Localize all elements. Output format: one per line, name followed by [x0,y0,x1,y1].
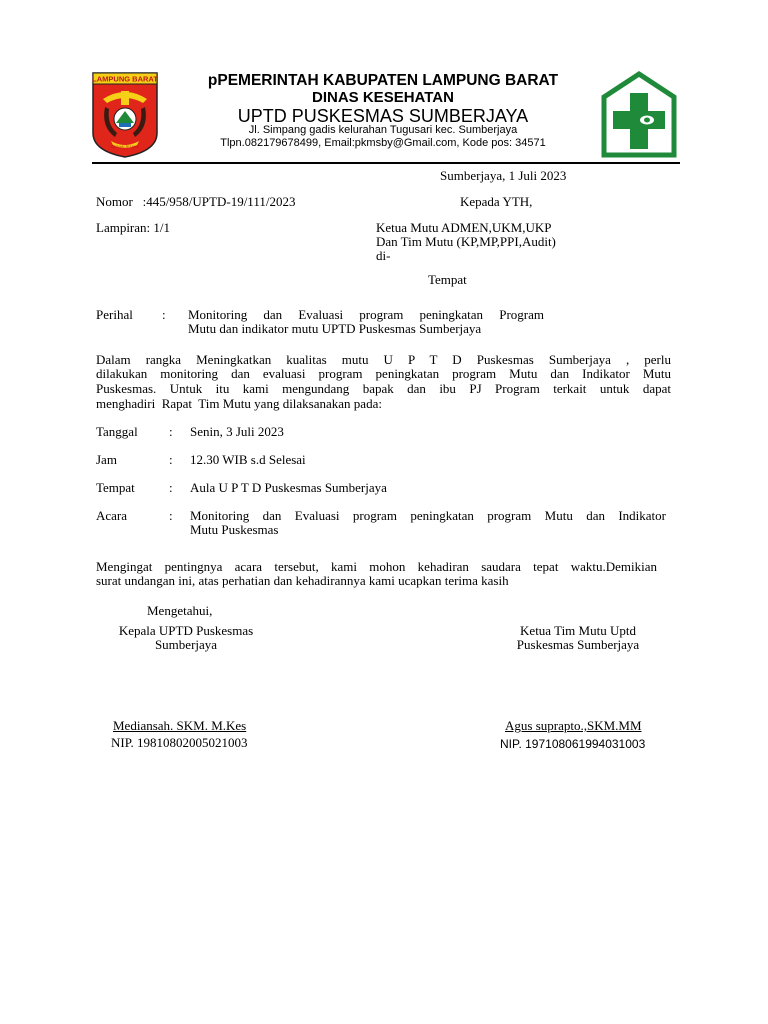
left-signer-name: Mediansah. SKM. M.Kes [113,718,247,733]
place-date: Sumberjaya, 1 Juli 2023 [440,168,567,183]
detail-venue-colon: : [169,480,173,495]
body-line-3: Puskesmas. Untuk itu kami mengundang bapak dan ibu PJ Program terkait untuk dapat [96,381,671,396]
right-signer-title-1: Ketua Tim Mutu Uptd [520,623,636,638]
detail-agenda-line-2: Mutu Puskesmas [190,522,279,537]
header-contact: Tlpn.082179678499, Email:pkmsby@Gmail.com, Kode pos: 34571 [220,137,546,149]
acknowledged-label: Mengetahui, [147,603,213,618]
recipient-line-2: Dan Tim Mutu (KP,MP,PPI,Audit) [376,234,556,249]
subject-line-1: Monitoring dan Evaluasi program peningkatan Program [188,307,544,322]
closing-line-2: surat undangan ini, atas perhatian dan kehadirannya kami ucapkan terima kasih [96,573,509,588]
logo-banner-text: LAMPUNG BARAT [92,74,158,84]
green-cross-house-icon [601,71,677,159]
detail-date-value: Senin, 3 Juli 2023 [190,424,284,439]
attachment: Lampiran: 1/1 [96,220,171,235]
recipient-line-3: di- [376,248,391,263]
header-department: DINAS KESEHATAN [312,89,454,106]
header-address: Jl. Simpang gadis kelurahan Tugusari kec. Sumberjaya [248,124,518,136]
left-signer-title-2: Sumberjaya [154,637,218,652]
right-signer-name: Agus suprapto.,SKM.MM [505,718,642,733]
detail-agenda-label: Acara [96,508,128,523]
recipient-place: Tempat [428,272,467,287]
recipient-line-1: Ketua Mutu ADMEN,UKM,UKP [376,220,552,235]
header-government: pPEMERINTAH KABUPATEN LAMPUNG BARAT [207,72,559,89]
header-institution: UPTD PUSKESMAS SUMBERJAYA [237,106,529,126]
detail-venue-label: Tempat [96,480,135,495]
letter-number: Nomor :445/958/UPTD-19/111/2023 [96,194,296,209]
right-signer-nip: NIP. 197108061994031003 [500,737,646,751]
subject-colon: : [162,307,166,322]
detail-time-value: 12.30 WIB s.d Selesai [190,452,306,467]
detail-venue-value: Aula U P T D Puskesmas Sumberjaya [190,480,387,495]
health-logo [601,71,677,159]
detail-date-label: Tanggal [96,424,138,439]
body-line-4: menghadiri Rapat Tim Mutu yang dilaksanakan pada: [96,396,382,411]
left-signer-nip: NIP. 19810802005021003 [111,735,248,750]
recipient-greeting: Kepada YTH, [460,194,533,209]
header-divider [92,162,680,164]
detail-time-label: Jam [96,452,117,467]
subject-line-2: Mutu dan indikator mutu UPTD Puskesmas Sumberjaya [188,321,482,336]
detail-date-colon: : [169,424,173,439]
detail-agenda-colon: : [169,508,173,523]
body-line-1: Dalam rangka Meningkatkan kualitas mutu U P T D Puskesmas Sumberjaya , perlu [96,352,671,367]
left-signer-title-1: Kepala UPTD Puskesmas [118,623,254,638]
detail-time-colon: : [169,452,173,467]
lampung-barat-logo [91,71,159,159]
right-signer-title-2: Puskesmas Sumberjaya [516,637,640,652]
closing-line-1: Mengingat pentingnya acara tersebut, kami mohon kehadiran saudara tepat waktu.Demikian [96,559,657,574]
subject-label: Perihal [96,307,133,322]
body-line-2: dilakukan monitoring dan evaluasi program peningkatan program Mutu dan Indikator Mutu [96,366,671,381]
logo-motto-text: BEGUAI JEJAMA [111,145,139,149]
lampung-barat-emblem-icon [91,71,159,159]
detail-agenda-line-1: Monitoring dan Evaluasi program peningkatan program Mutu dan Indikator [190,508,666,523]
